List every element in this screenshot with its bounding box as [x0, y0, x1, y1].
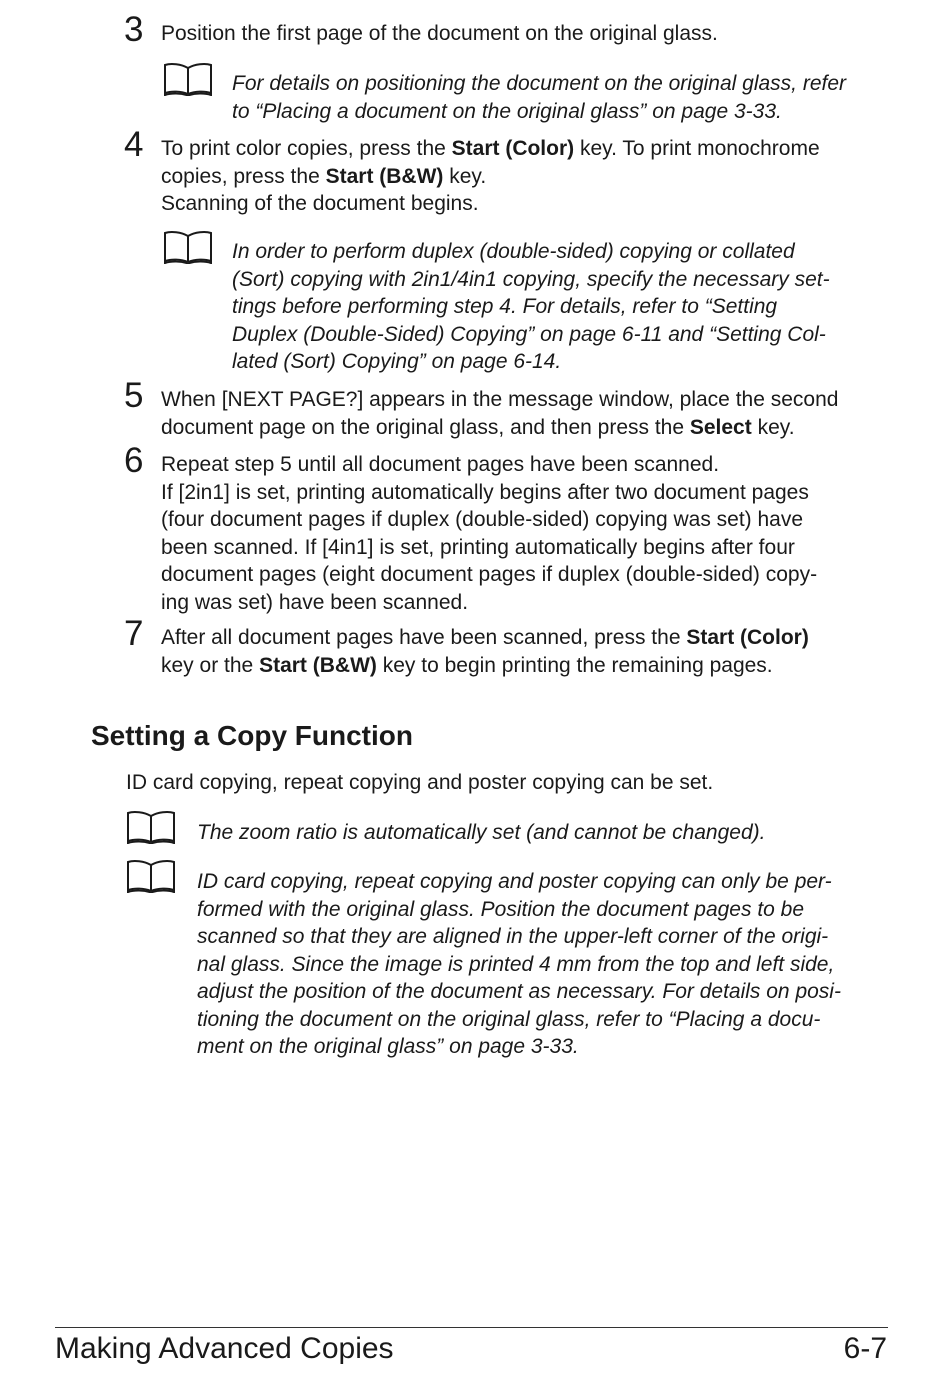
note-book-icon [163, 230, 213, 264]
step-number-7: 7 [124, 614, 144, 653]
step-6-line-3: (four document pages if duplex (double-sided) copying was set) have [161, 508, 804, 531]
note-4-line-3: scanned so that they are aligned in the upper-left corner of the origi- [197, 925, 829, 948]
note-2-text [232, 238, 830, 376]
note-4-line-4: nal glass. Since the image is printed 4 mm from the top and left side, [197, 952, 835, 976]
step-5-line-1: When [NEXT PAGE?] appears in the message window, place the second [161, 388, 839, 411]
note-2-line-3: tings before performing step 4. For details, refer to “Setting [232, 295, 778, 318]
note-2-line-5: lated (Sort) Copying” on page 6-14. [232, 350, 562, 373]
note-1-line-2: to “Placing a document on the original glass” on page 3-33. [232, 99, 782, 123]
step-7-line-1: After all document pages have been scanned, press the Start (Color) [161, 626, 809, 649]
note-4-text [197, 868, 841, 1061]
step-4-line-1: To print color copies, press the Start (Color) key. To print monochrome [161, 137, 820, 160]
note-4-line-7: ment on the original glass” on page 3-33. [197, 1035, 579, 1058]
step-6-line-5: document pages (eight document pages if duplex (double-sided) copy- [161, 563, 818, 586]
note-book-icon [163, 62, 213, 96]
section-intro: ID card copying, repeat copying and poster copying can be set. [126, 771, 714, 794]
step-4-line-2: copies, press the Start (B&W) key. [161, 164, 487, 188]
step-4-text [161, 135, 901, 218]
note-book-icon [126, 810, 176, 844]
note-book-icon [126, 859, 176, 893]
step-3-line-1: Position the first page of the document on the original glass. [161, 22, 718, 45]
footer-page-number: 6-7 [843, 1332, 887, 1365]
step-6-line-2: If [2in1] is set, printing automatically begins after two document pages [161, 480, 809, 504]
note-3-text [197, 819, 765, 847]
footer-chapter-title: Making Advanced Copies [55, 1332, 394, 1365]
note-3-line-1: The zoom ratio is automatically set (and cannot be changed). [197, 821, 766, 844]
section-heading: Setting a Copy Function [91, 720, 413, 751]
note-4-line-1: ID card copying, repeat copying and poster copying can only be per- [197, 870, 832, 893]
step-number-3: 3 [124, 10, 144, 49]
note-2-line-4: Duplex (Double-Sided) Copying” on page 6-11 and “Setting Col- [232, 322, 826, 346]
step-5-text [161, 386, 901, 441]
step-number-6: 6 [124, 441, 144, 480]
step-6-line-4: been scanned. If [4in1] is set, printing automatically begins after four [161, 535, 795, 559]
step-7-text [161, 624, 901, 679]
step-4-line-3: Scanning of the document begins. [161, 192, 479, 215]
step-7-line-2: key or the Start (B&W) key to begin printing the remaining pages. [161, 653, 773, 677]
step-6-line-6: ing was set) have been scanned. [161, 590, 469, 614]
note-2-line-1: In order to perform duplex (double-sided) copying or collated [232, 240, 795, 263]
note-1-text [232, 70, 846, 125]
note-4-line-2: formed with the original glass. Position the document pages to be [197, 897, 805, 921]
step-6-line-1: Repeat step 5 until all document pages have been scanned. [161, 453, 720, 476]
step-5-line-2: document page on the original glass, and then press the Select key. [161, 415, 795, 439]
step-3-text [161, 20, 901, 48]
step-number-4: 4 [124, 125, 144, 164]
note-1-line-1: For details on positioning the document on the original glass, refer [232, 72, 847, 95]
note-4-line-5: adjust the position of the document as necessary. For details on posi- [197, 980, 841, 1003]
footer-rule [55, 1327, 888, 1328]
note-2-line-2: (Sort) copying with 2in1/4in1 copying, specify the necessary set- [232, 267, 830, 291]
step-number-5: 5 [124, 376, 144, 415]
step-6-text [161, 451, 901, 616]
note-4-line-6: tioning the document on the original glass, refer to “Placing a docu- [197, 1007, 821, 1031]
